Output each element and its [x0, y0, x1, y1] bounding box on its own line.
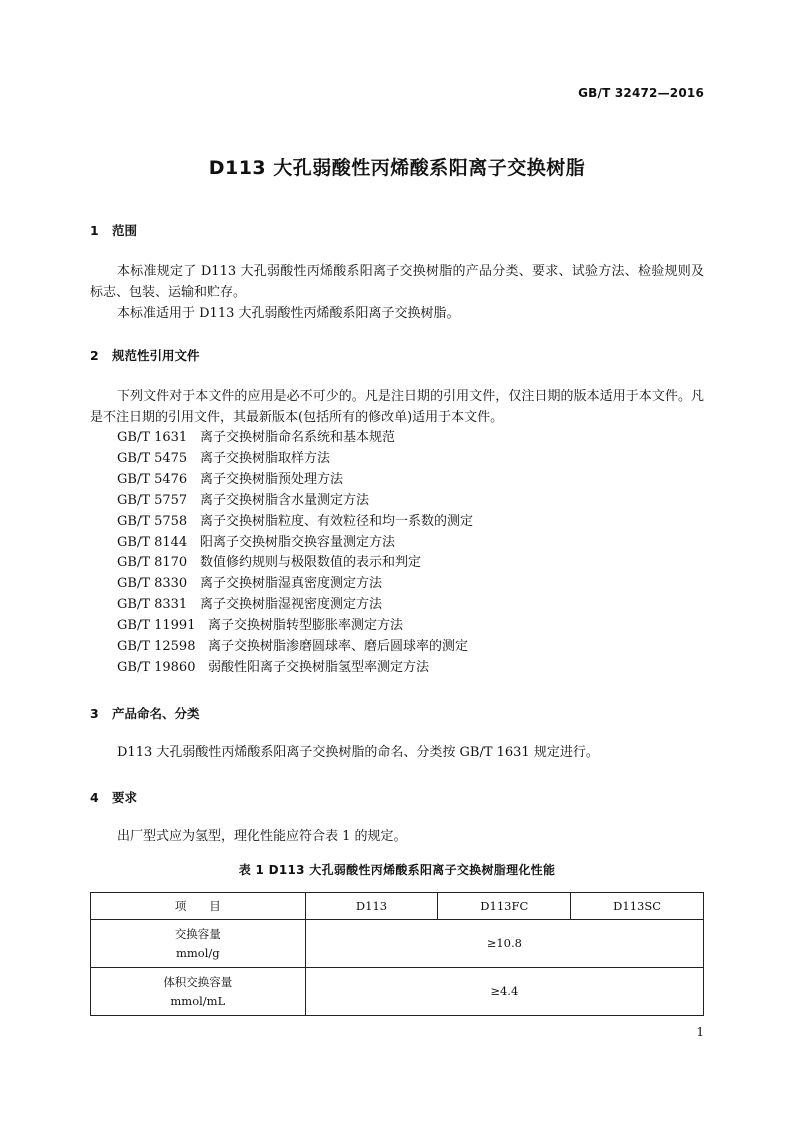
table-header-cell: D113SC — [571, 893, 704, 920]
page-number: 1 — [696, 1025, 704, 1039]
reference-code: GB/T 19860 — [117, 659, 196, 675]
reference-item — [117, 553, 473, 574]
table-header-cell: D113FC — [438, 893, 571, 920]
table-item-cell — [91, 968, 306, 1016]
table-row — [91, 968, 704, 1016]
reference-title: 离子交换树脂粒度、有效粒径和均一系数的测定 — [200, 513, 474, 529]
reference-title: 离子交换树脂转型膨胀率测定方法 — [208, 618, 404, 634]
reference-title: 离子交换树脂湿真密度测定方法 — [200, 576, 383, 592]
item-unit: mmol/mL — [170, 993, 226, 1008]
document-title: D113 大孔弱酸性丙烯酸系阳离子交换树脂 — [208, 157, 586, 179]
reference-item — [117, 470, 473, 491]
reference-item — [117, 449, 473, 470]
section-3-heading — [90, 704, 200, 722]
section-1-heading — [90, 221, 137, 239]
section-3-paragraph: D113 大孔弱酸性丙烯酸系阳离子交换树脂的命名、分类按 GB/T 1631 规定进行。 — [117, 745, 599, 760]
table-header-cell: D113 — [305, 893, 438, 920]
reference-title: 离子交换树脂湿视密度测定方法 — [200, 597, 383, 613]
table-header-row — [91, 893, 704, 920]
reference-item — [117, 428, 473, 449]
standard-number: GB/T 32472—2016 — [578, 86, 704, 100]
item-name: 体积交换容量 — [163, 974, 233, 989]
section-title: 规范性引用文件 — [112, 348, 200, 363]
reference-title: 弱酸性阳离子交换树脂氢型率测定方法 — [208, 659, 430, 675]
section-1-paragraph-1: 本标准规定了 D113 大孔弱酸性丙烯酸系阳离子交换树脂的产品分类、要求、试验方法、检验规则及标志、包装、运输和贮存。 — [90, 264, 704, 300]
reference-code: GB/T 5476 — [117, 471, 188, 487]
section-1-paragraph-2: 本标准适用于 D113 大孔弱酸性丙烯酸系阳离子交换树脂。 — [117, 306, 460, 321]
reference-code: GB/T 1631 — [117, 430, 188, 445]
section-2-heading — [90, 346, 200, 364]
section-title: 要求 — [112, 790, 138, 805]
reference-item — [117, 491, 473, 512]
table-header-cell: 项 目 — [91, 893, 306, 920]
reference-item — [117, 512, 473, 533]
reference-code: GB/T 8331 — [117, 597, 188, 613]
reference-title: 离子交换树脂命名系统和基本规范 — [200, 430, 396, 445]
section-title: 范围 — [112, 223, 138, 238]
reference-title: 阳离子交换树脂交换容量测定方法 — [200, 534, 396, 550]
section-2-intro: 下列文件对于本文件的应用是必不可少的。凡是注日期的引用文件，仅注日期的版本适用于本文件。凡是不注日期的引用文件，其最新版本(包括所有的修改单)适用于本文件。 — [90, 389, 704, 425]
reference-item — [117, 637, 473, 658]
reference-code: GB/T 8144 — [117, 534, 188, 550]
item-name: 交换容量 — [174, 926, 221, 941]
reference-code: GB/T 5757 — [117, 492, 188, 508]
reference-code: GB/T 5475 — [117, 450, 188, 466]
reference-code: GB/T 12598 — [117, 639, 196, 655]
reference-title: 离子交换树脂含水量测定方法 — [200, 492, 370, 508]
section-number: 4 — [90, 790, 99, 805]
reference-title: 离子交换树脂预处理方法 — [200, 471, 344, 487]
reference-code: GB/T 11991 — [117, 618, 196, 634]
reference-item — [117, 595, 473, 616]
reference-item — [117, 658, 473, 679]
reference-list — [117, 428, 473, 679]
section-number: 2 — [90, 348, 99, 363]
table-caption: 表 1 D113 大孔弱酸性丙烯酸系阳离子交换树脂理化性能 — [238, 863, 556, 877]
properties-table — [90, 892, 704, 1016]
item-unit: mmol/g — [175, 945, 220, 960]
table-value-cell: ≥10.8 — [305, 920, 703, 968]
reference-title: 离子交换树脂取样方法 — [200, 450, 331, 466]
reference-item — [117, 574, 473, 595]
reference-title: 数值修约规则与极限数值的表示和判定 — [200, 555, 422, 571]
reference-code: GB/T 8330 — [117, 576, 188, 592]
reference-item — [117, 533, 473, 554]
section-4-paragraph: 出厂型式应为氢型，理化性能应符合表 1 的规定。 — [117, 829, 407, 844]
table-item-cell — [91, 920, 306, 968]
section-title: 产品命名、分类 — [112, 706, 200, 721]
section-4-heading — [90, 788, 137, 806]
reference-code: GB/T 8170 — [117, 555, 188, 571]
reference-title: 离子交换树脂渗磨圆球率、磨后圆球率的测定 — [208, 639, 469, 655]
reference-item — [117, 616, 473, 637]
table-value-cell: ≥4.4 — [305, 968, 703, 1016]
section-number: 3 — [90, 706, 99, 721]
section-number: 1 — [90, 223, 99, 238]
reference-code: GB/T 5758 — [117, 513, 188, 529]
table-row — [91, 920, 704, 968]
